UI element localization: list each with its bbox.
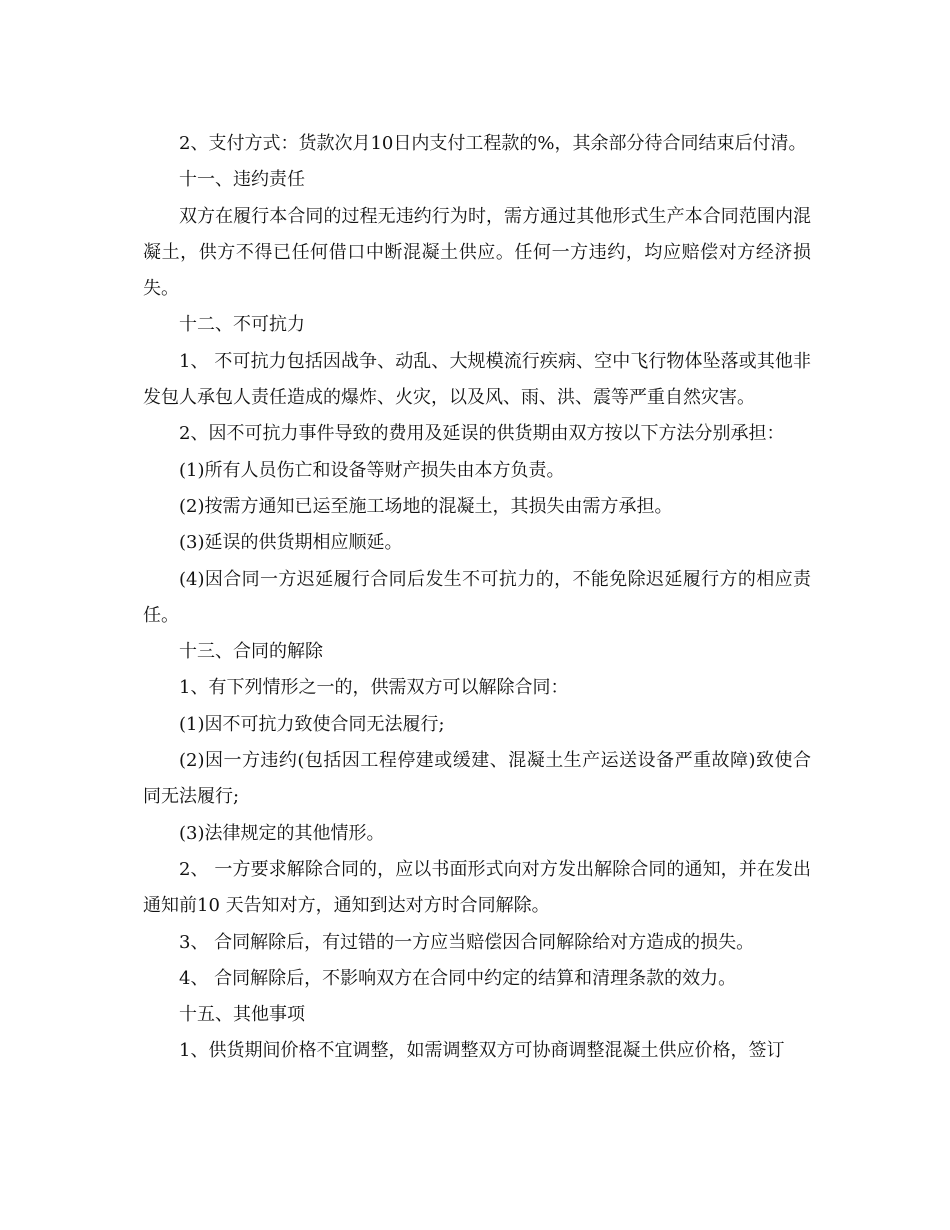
termination-damages-paragraph: 3、 合同解除后，有过错的一方应当赔偿因合同解除给对方造成的损失。 bbox=[179, 931, 755, 953]
force-majeure-item-2: (2)按需方通知已运至施工场地的混凝土，其损失由需方承担。 bbox=[179, 495, 673, 517]
section-heading-force-majeure: 十二、不可抗力 bbox=[179, 314, 305, 336]
force-majeure-item-4: (4)因合同一方迟延履行合同后发生不可抗力的，不能免除迟延履行方的相应责任。 bbox=[143, 568, 811, 626]
price-adjustment-paragraph: 1、供货期间价格不宜调整，如需调整双方可协商调整混凝土供应价格，签订 bbox=[179, 1040, 785, 1062]
force-majeure-cost-paragraph: 2、因不可抗力事件导致的费用及延误的供货期由双方按以下方法分别承担： bbox=[179, 423, 785, 445]
payment-method-paragraph: 2、支付方式：货款次月10日内支付工程款的%，其余部分待合同结束后付清。 bbox=[179, 133, 807, 154]
breach-liability-paragraph: 双方在履行本合同的过程无违约行为时，需方通过其他形式生产本合同范围内混凝土，供方不得已任何借口中断混凝土供应。任何一方违约，均应赔偿对方经济损失。 bbox=[143, 205, 811, 300]
force-majeure-item-1: (1)所有人员伤亡和设备等财产损失由本方负责。 bbox=[179, 459, 565, 481]
section-heading-contract-termination: 十三、合同的解除 bbox=[179, 641, 323, 663]
force-majeure-definition-paragraph: 1、 不可抗力包括因战争、动乱、大规模流行疾病、空中飞行物体坠落或其他非发包人承包人责任造成的爆炸、火灾，以及风、雨、洪、震等严重自然灾害。 bbox=[143, 350, 811, 409]
termination-settlement-paragraph: 4、 合同解除后，不影响双方在合同中约定的结算和清理条款的效力。 bbox=[179, 967, 737, 989]
termination-conditions-paragraph: 1、有下列情形之一的，供需双方可以解除合同： bbox=[179, 677, 569, 699]
termination-item-3: (3)法律规定的其他情形。 bbox=[179, 822, 385, 844]
force-majeure-item-3: (3)延误的供货期相应顺延。 bbox=[179, 532, 403, 554]
termination-item-2: (2)因一方违约(包括因工程停建或缓建、混凝土生产运送设备严重故障)致使合同无法履行; bbox=[143, 750, 811, 808]
termination-item-1: (1)因不可抗力致使合同无法履行; bbox=[179, 713, 445, 735]
document-body bbox=[143, 126, 811, 1070]
section-heading-breach-liability: 十一、违约责任 bbox=[179, 169, 305, 191]
termination-notice-paragraph: 2、 一方要求解除合同的，应以书面形式向对方发出解除合同的通知，并在发出通知前10 天告知对方，通知到达对方时合同解除。 bbox=[143, 858, 811, 917]
section-heading-other-matters: 十五、其他事项 bbox=[179, 1004, 305, 1026]
